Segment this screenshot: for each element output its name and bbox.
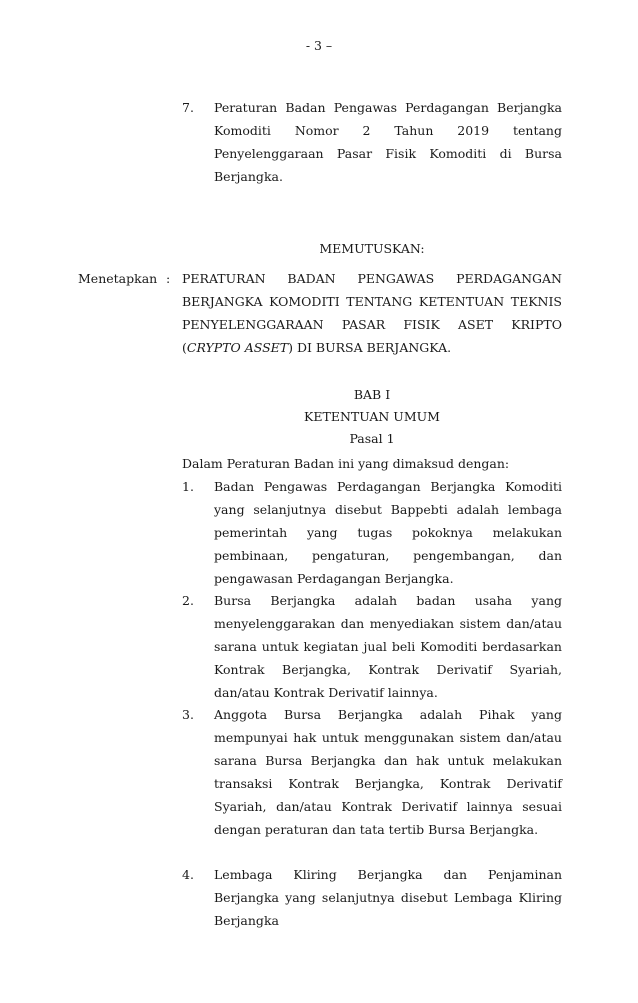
bab-subtitle: KETENTUAN UMUM (304, 409, 440, 424)
definition-number: 3. (182, 707, 194, 722)
menetapkan-text-part-1: PERATURAN BADAN PENGAWAS PERDAGANGAN BERJANGKA KOMODITI TENTANG KETENTUAN TEKNIS PENYELENGGARAAN PASAR FISIK ASET KRIPTO ( (182, 271, 562, 355)
definition-text: Badan Pengawas Perdagangan Berjangka Komoditi yang selanjutnya disebut Bappebti adalah lembaga pemerintah yang tugas pokoknya melakukan pembinaan, pengaturan, pengembangan, dan pengawasan Perdagangan Berjangka. (214, 479, 562, 586)
preamble-item-number: 7. (182, 100, 194, 115)
definition-item-4 (182, 863, 562, 932)
menetapkan-text (182, 267, 562, 359)
menetapkan-label: Menetapkan (78, 271, 158, 286)
definition-number: 4. (182, 867, 194, 882)
bab-title: BAB I (353, 387, 391, 402)
menetapkan-text-italic: CRYPTO ASSET (186, 340, 289, 355)
preamble-item-text: Peraturan Badan Pengawas Perdagangan Berjangka Komoditi Nomor 2 Tahun 2019 tentang Penyelenggaraan Pasar Fisik Komoditi di Bursa Berjangka. (214, 100, 562, 184)
definition-text: Bursa Berjangka adalah badan usaha yang menyelenggarakan dan menyediakan sistem dan/atau sarana untuk kegiatan jual beli Komoditi berdasarkan Kontrak Berjangka, Kontrak Derivatif Syariah, dan/atau Kontrak Derivatif lainnya. (214, 593, 562, 700)
definition-item-1 (182, 475, 562, 590)
definition-number: 1. (182, 479, 194, 494)
definition-item-3 (182, 703, 562, 841)
definition-text: Lembaga Kliring Berjangka dan Penjaminan Berjangka yang selanjutnya disebut Lembaga Kliring Berjangka (214, 867, 562, 928)
preamble-item-7 (182, 96, 562, 188)
definitions-intro: Dalam Peraturan Badan ini yang dimaksud dengan: (182, 456, 510, 471)
page-number: - 3 – (305, 38, 333, 53)
memutuskan-heading: MEMUTUSKAN: (319, 241, 425, 256)
definition-item-2 (182, 589, 562, 704)
pasal-heading: Pasal 1 (349, 431, 395, 446)
menetapkan-colon: : (166, 271, 171, 286)
definition-number: 2. (182, 593, 194, 608)
menetapkan-text-part-2: ) DI BURSA BERJANGKA. (288, 340, 452, 355)
definition-text: Anggota Bursa Berjangka adalah Pihak yang mempunyai hak untuk menggunakan sistem dan/atau sarana Bursa Berjangka dan hak untuk melakukan transaksi Kontrak Berjangka, Kontrak Derivatif Syariah, dan/atau Kontrak Derivatif lainnya sesuai dengan peraturan dan tata tertib Bursa Berjangka. (214, 707, 562, 837)
